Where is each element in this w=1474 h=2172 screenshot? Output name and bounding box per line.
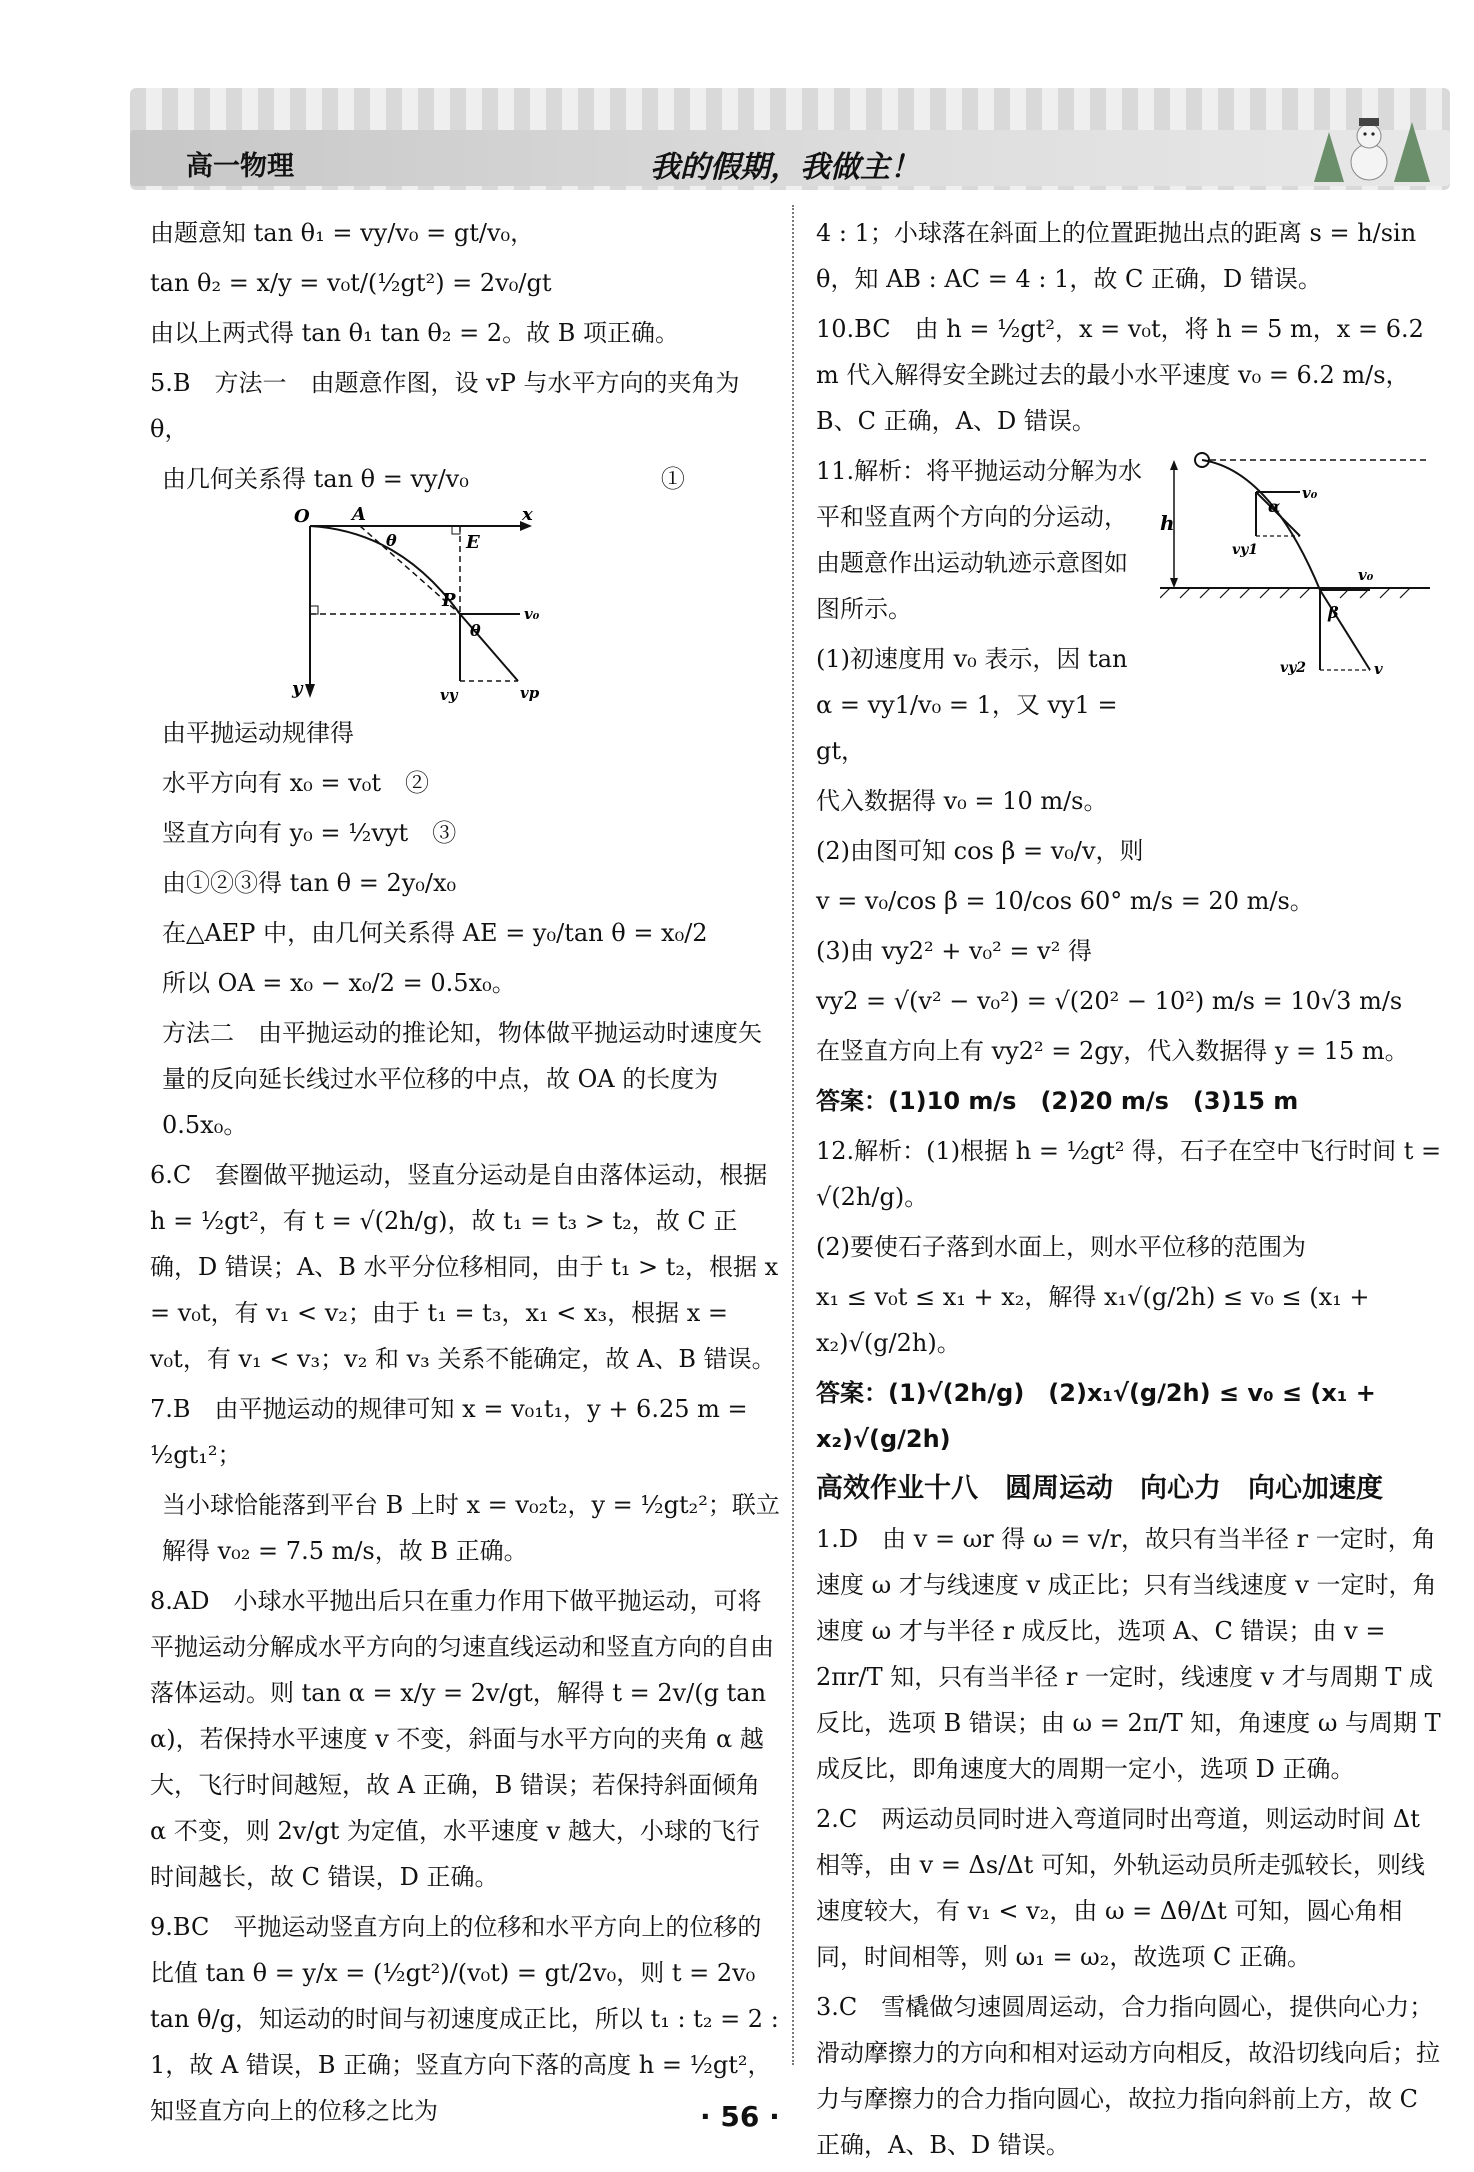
label-v0-top: v₀ [1302,484,1318,502]
label-theta-A: θ [386,531,397,550]
answer-5-eq1: 由几何关系得 tan θ = vy/v₀ ① [162,465,685,493]
answer-11-y: 在竖直方向上有 vy2² = 2gy，代入数据得 y = 15 m。 [816,1037,1409,1065]
label-E: E [466,532,480,553]
answer-11-v: v = v₀/cos β = 10/cos 60° m/s = 20 m/s。 [816,887,1314,915]
page-number: · 56 · [700,2100,780,2133]
answer-11-part2: (2)由图可知 cos β = v₀/v，则 [816,837,1144,865]
answer-4-tail-1: 由题意知 tan θ₁ = vy/v₀ = gt/v₀， [150,219,535,247]
answer-11-part1: (1)初速度用 v₀ 表示，因 tan α = vy1/v₀ = 1，又 vy1 = gt， [816,645,1128,765]
answer-5-eq2: 水平方向有 x₀ = v₀t ② [162,769,429,797]
label-alpha: α [1268,497,1281,516]
label-v: v [1374,660,1383,678]
subject-title: 高一物理 [186,151,294,182]
answer-5-aep: 在△AEP 中，由几何关系得 AE = y₀/tan θ = x₀/2 [162,919,708,947]
answer-7-b: 当小球恰能落到平台 B 上时 x = v₀₂t₂，y = ½gt₂²；联立解得 v₀₂ = 7.5 m/s，故 B 正确。 [162,1491,780,1565]
answer-5-combine: 由①②③得 tan θ = 2y₀/x₀ [162,869,457,897]
answer-5-oa: 所以 OA = x₀ − x₀/2 = 0.5x₀。 [162,969,516,997]
label-P: P [442,590,456,611]
header-slogan: 我的假期，我做主！ [650,150,920,185]
answer-11-head: 11.解析：将平抛运动分解为水平和竖直两个方向的分运动，由题意作出运动轨迹示意图如图所示。 [816,457,1143,623]
projectile-diagram-11 [1160,450,1440,680]
label-x: x [522,506,533,525]
answer-6: 6.C 套圈做平抛运动，竖直分运动是自由落体运动，根据 h = ½gt²，有 t = √(2h/g)，故 t₁ = t₃ > t₂，故 C 正确，D 错误；A、B 水平分位移相同，由于 t₁ > t₂，根据 x = v₀t，有 v₁ < v₂；由于 t₁ = t₃，x₁ < x₃，根据 x = v₀t，有 v₁ < v₃；v₂ 和 v₃ 关系不能确定，故 A、B 错误。 [150,1161,779,1373]
answer-11-vy2: vy2 = √(v² − v₀²) = √(20² − 10²) m/s = 10√3 m/s [816,987,1403,1015]
label-vy: vy [440,686,458,704]
label-h: h [1160,511,1175,535]
answer-18-2: 2.C 两运动员同时进入弯道同时出弯道，则运动时间 Δt 相等，由 v = Δs/Δt 可知，外轨运动员所走弧较长，则线速度较大，有 v₁ < v₂，由 ω = Δθ/Δt 可知，圆心角相同，时间相等，则 ω₁ = ω₂，故选项 C 正确。 [816,1805,1425,1971]
label-vy2: vy2 [1280,660,1307,676]
answer-5-law: 由平抛运动规律得 [162,719,354,747]
section-title-18: 高效作业十八 圆周运动 向心力 向心加速度 [816,1473,1383,1504]
answer-5-method2: 方法二 由平抛运动的推论知，物体做平抛运动时速度矢量的反向延长线过水平位移的中点，故 OA 的长度为 0.5x₀。 [162,1019,762,1139]
label-vp: vp [520,684,540,702]
answer-12-part2: (2)要使石子落到水面上，则水平位移的范围为 [816,1233,1306,1261]
answer-11-part3: (3)由 vy2² + v₀² = v² 得 [816,937,1092,965]
answer-5-eq3: 竖直方向有 y₀ = ½vyt ③ [162,819,457,847]
label-v0: v₀ [524,605,540,623]
answer-18-3: 3.C 雪橇做匀速圆周运动，合力指向圆心，提供向心力；滑动摩擦力的方向和相对运动方向相反，故沿切线向后；拉力与摩擦力的合力指向圆心，故拉力指向斜前上方，故 C 正确，A、B、D 错误。 [816,1993,1440,2159]
answer-4-tail-2: tan θ₂ = x/y = v₀t/(½gt²) = 2v₀/gt [150,269,552,297]
label-A: A [352,506,366,525]
answer-7-a: 7.B 由平抛运动的规律可知 x = v₀₁t₁，y + 6.25 m = ½gt₁²； [150,1395,748,1469]
answer-12-part1: 12.解析：(1)根据 h = ½gt² 得，石子在空中飞行时间 t = √(2h/g)。 [816,1137,1442,1211]
left-column [150,210,780,2138]
answer-12-range: x₁ ≤ v₀t ≤ x₁ + x₂，解得 x₁√(g/2h) ≤ v₀ ≤ (x₁ + x₂)√(g/2h)。 [816,1283,1370,1357]
answer-9-tail: 4 : 1；小球落在斜面上的位置距抛出点的距离 s = h/sin θ，知 AB : AC = 4 : 1，故 C 正确，D 错误。 [816,219,1417,293]
answer-5-head: 5.B 方法一 由题意作图，设 vP 与水平方向的夹角为 θ， [150,369,740,443]
answer-11-v0: 代入数据得 v₀ = 10 m/s。 [816,787,1108,815]
label-vy1: vy1 [1232,542,1259,558]
label-y: y [292,678,303,699]
snowman-decoration-icon [1284,92,1444,186]
label-O: O [294,506,310,527]
answer-12-final: 答案：(1)√(2h/g) (2)x₁√(g/2h) ≤ v₀ ≤ (x₁ + x₂)√(g/2h) [816,1379,1376,1453]
page-header [130,88,1450,190]
projectile-diagram-5 [290,506,570,706]
column-divider [792,205,795,2065]
answer-10: 10.BC 由 h = ½gt²，x = v₀t，将 h = 5 m，x = 6.2 m 代入解得安全跳过去的最小水平速度 v₀ = 6.2 m/s，B、C 正确，A、D 错误。 [816,315,1424,435]
answer-11-wrap [816,448,1146,774]
label-v0-bottom: v₀ [1358,566,1374,584]
answer-18-1: 1.D 由 v = ωr 得 ω = v/r，故只有当半径 r 一定时，角速度 ω 才与线速度 v 成正比；只有当线速度 v 一定时，角速度 ω 才与半径 r 成反比，选项 A、C 错误；由 v = 2πr/T 知，只有当半径 r 一定时，线速度 v 才与周期 T 成反比，选项 B 错误；由 ω = 2π/T 知，角速度 ω 与周期 T 成反比，即角速度大的周期一定小，选项 D 正确。 [816,1525,1441,1783]
answer-11-final: 答案：(1)10 m/s (2)20 m/s (3)15 m [816,1087,1299,1115]
answer-4-tail-3: 由以上两式得 tan θ₁ tan θ₂ = 2。故 B 项正确。 [150,319,680,347]
answer-9: 9.BC 平抛运动竖直方向上的位移和水平方向上的位移的比值 tan θ = y/x = (½gt²)/(v₀t) = gt/2v₀，则 t = 2v₀ tan θ/g，知运动的时间与初速度成正比，所以 t₁ : t₂ = 2 : 1，故 A 错误，B 正确；竖直方向下落的高度 h = ½gt²，知竖直方向上的位移之比为 [150,1913,779,2125]
answer-8: 8.AD 小球水平抛出后只在重力作用下做平抛运动，可将平抛运动分解成水平方向的匀速直线运动和竖直方向的自由落体运动。则 tan α = x/y = 2v/gt，解得 t = 2v/(g tan α)，若保持水平速度 v 不变，斜面与水平方向的夹角 α 越大，飞行时间越短，故 A 正确，B 错误；若保持斜面倾角 α 不变，则 2v/gt 为定值，水平速度 v 越大，小球的飞行时间越长，故 C 错误，D 正确。 [150,1587,774,1891]
label-theta-P: θ [470,621,481,640]
label-beta: β [1328,603,1339,622]
